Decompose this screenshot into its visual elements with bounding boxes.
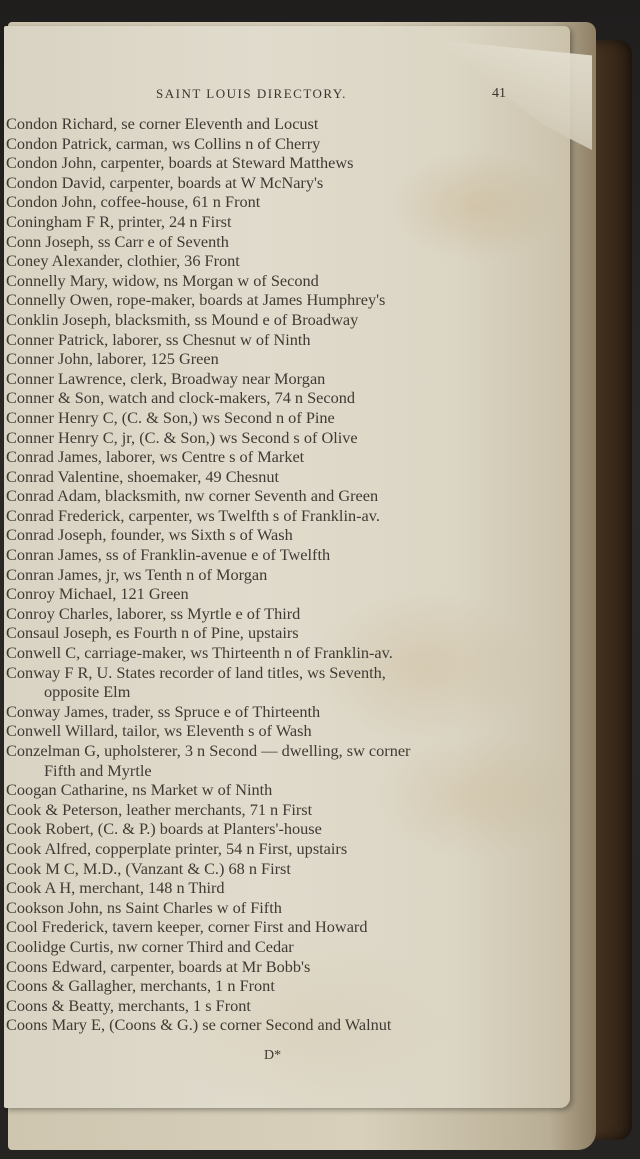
entry-continuation: Fifth and Myrtle — [44, 760, 152, 780]
directory-entry: Cook M C, M.D., (Vanzant & C.) 68 n First — [6, 858, 291, 878]
directory-entry: Conran James, ss of Franklin-avenue e of Twelfth — [6, 545, 331, 565]
directory-entry: Cook A H, merchant, 148 n Third — [6, 878, 225, 898]
directory-entry: Conrad Joseph, founder, ws Sixth s of Wash — [6, 525, 293, 545]
directory-entry: Conway James, trader, ss Spruce e of Thirteenth — [6, 701, 321, 721]
directory-entry: Conrad Valentine, shoemaker, 49 Chesnut — [6, 466, 280, 486]
running-head: SAINT LOUIS DIRECTORY. — [156, 86, 347, 101]
directory-entry: Conner John, laborer, 125 Green — [6, 349, 219, 369]
directory-entry: Conklin Joseph, blacksmith, ss Mound e of Broadway — [6, 309, 359, 329]
directory-entry: Coons & Beatty, merchants, 1 s Front — [6, 995, 251, 1015]
directory-entry: Cook Alfred, copperplate printer, 54 n First, upstairs — [6, 838, 348, 858]
signature-mark: D* — [264, 1048, 282, 1063]
directory-entry: Conner Henry C, jr, (C. & Son,) ws Second s of Olive — [6, 427, 358, 447]
directory-entry: Conroy Michael, 121 Green — [6, 584, 189, 604]
directory-entry: Condon Richard, se corner Eleventh and Locust — [6, 114, 319, 133]
directory-entry: Conwell Willard, tailor, ws Eleventh s of Wash — [6, 721, 312, 741]
directory-entry: Condon John, carpenter, boards at Steward Matthews — [6, 153, 354, 173]
directory-entry: Conner Lawrence, clerk, Broadway near Morgan — [6, 368, 326, 388]
entry-continuation: opposite Elm — [44, 682, 131, 702]
directory-entry: Conroy Charles, laborer, ss Myrtle e of Third — [6, 603, 301, 623]
directory-entry: Coogan Catharine, ns Market w of Ninth — [6, 780, 273, 800]
directory-entry: Coolidge Curtis, nw corner Third and Cedar — [6, 936, 294, 956]
directory-entry: Coningham F R, printer, 24 n First — [6, 211, 232, 231]
directory-entry: Conner & Son, watch and clock-makers, 74 n Second — [6, 388, 356, 408]
directory-entry: Cool Frederick, tavern keeper, corner First and Howard — [6, 917, 368, 937]
directory-entry: Conn Joseph, ss Carr e of Seventh — [6, 231, 229, 251]
directory-entry: Conzelman G, upholsterer, 3 n Second — dwelling, sw corner — [6, 741, 411, 760]
directory-entry: Conrad Frederick, carpenter, ws Twelfth s of Franklin-av. — [6, 505, 380, 525]
directory-entry: Cookson John, ns Saint Charles w of Fifth — [6, 897, 282, 917]
directory-entry: Conway F R, U. States recorder of land titles, ws Seventh, — [6, 662, 386, 682]
directory-entry: Condon Patrick, carman, ws Collins n of Cherry — [6, 133, 321, 153]
directory-entry: Coney Alexander, clothier, 36 Front — [6, 251, 240, 271]
directory-page — [4, 26, 570, 1108]
directory-entry: Coons Mary E, (Coons & G.) se corner Second and Walnut — [6, 1015, 392, 1035]
directory-entry: Conner Patrick, laborer, ss Chesnut w of Ninth — [6, 329, 311, 349]
directory-entry: Conrad James, laborer, ws Centre s of Market — [6, 447, 305, 467]
directory-entry: Coons Edward, carpenter, boards at Mr Bobb's — [6, 956, 311, 976]
directory-entry: Cook & Peterson, leather merchants, 71 n First — [6, 799, 313, 819]
directory-entry: Cook Robert, (C. & P.) boards at Planters'-house — [6, 819, 322, 839]
directory-entry: Conner Henry C, (C. & Son,) ws Second n of Pine — [6, 407, 335, 427]
directory-entry: Conran James, jr, ws Tenth n of Morgan — [6, 564, 268, 584]
directory-entry: Condon John, coffee-house, 61 n Front — [6, 192, 261, 212]
page-number: 41 — [492, 86, 506, 101]
directory-entry: Connelly Owen, rope-maker, boards at James Humphrey's — [6, 290, 386, 310]
directory-entry: Conrad Adam, blacksmith, nw corner Seventh and Green — [6, 486, 379, 506]
directory-entry: Conwell C, carriage-maker, ws Thirteenth n of Franklin-av. — [6, 643, 393, 663]
directory-entry: Connelly Mary, widow, ns Morgan w of Second — [6, 270, 319, 290]
directory-entries — [4, 114, 570, 1035]
directory-entry: Coons & Gallagher, merchants, 1 n Front — [6, 976, 275, 996]
directory-entry: Consaul Joseph, es Fourth n of Pine, upstairs — [6, 623, 299, 643]
directory-entry: Condon David, carpenter, boards at W McNary's — [6, 172, 324, 192]
